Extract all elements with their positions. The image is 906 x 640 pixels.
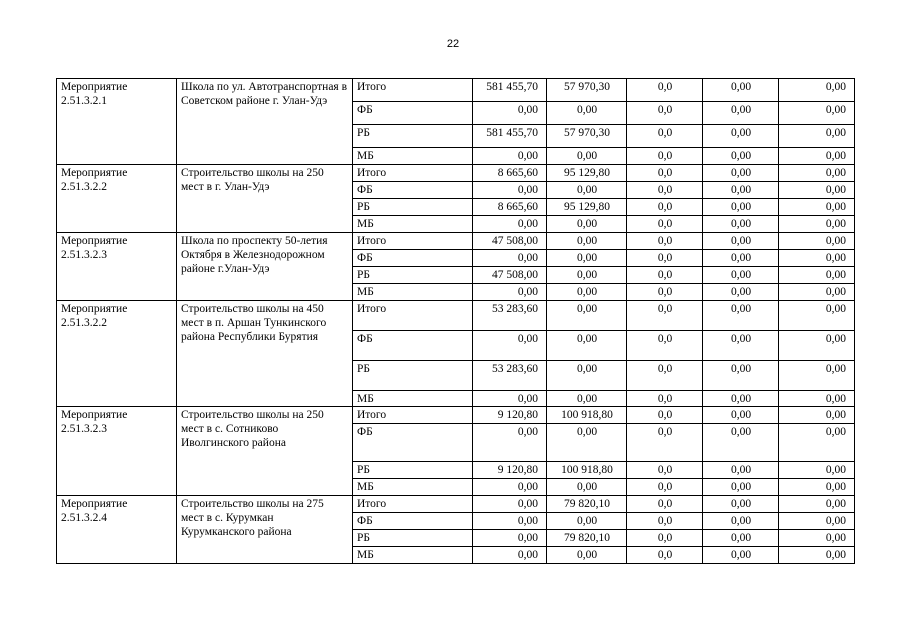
funding-source-label: РБ: [353, 530, 473, 547]
amount-cell: 0,0: [627, 424, 703, 462]
amount-cell: 0,00: [547, 547, 627, 564]
funding-source-label: МБ: [353, 216, 473, 233]
funding-source-label: ФБ: [353, 102, 473, 125]
amount-cell: 0,0: [627, 479, 703, 496]
amount-cell: 0,00: [779, 182, 855, 199]
amount-cell: 0,00: [779, 199, 855, 216]
funding-source-label: Итого: [353, 233, 473, 250]
amount-cell: 0,00: [703, 284, 779, 301]
amount-cell: 0,00: [703, 199, 779, 216]
activity-name: Строительство школы на 275 мест в с. Курумкан Курумканского района: [177, 496, 353, 564]
amount-cell: 0,0: [627, 407, 703, 424]
amount-cell: 0,0: [627, 182, 703, 199]
funding-source-label: Итого: [353, 79, 473, 102]
amount-cell: 0,0: [627, 199, 703, 216]
amount-cell: 8 665,60: [473, 165, 547, 182]
funding-source-label: Итого: [353, 407, 473, 424]
amount-cell: 0,00: [547, 284, 627, 301]
amount-cell: 0,0: [627, 331, 703, 361]
amount-cell: 0,0: [627, 233, 703, 250]
amount-cell: 0,00: [473, 424, 547, 462]
amount-cell: 0,00: [547, 216, 627, 233]
amount-cell: 8 665,60: [473, 199, 547, 216]
amount-cell: 0,0: [627, 284, 703, 301]
amount-cell: 0,0: [627, 391, 703, 407]
amount-cell: 0,0: [627, 165, 703, 182]
amount-cell: 0,00: [779, 331, 855, 361]
amount-cell: 0,00: [779, 547, 855, 564]
amount-cell: 0,00: [779, 424, 855, 462]
amount-cell: 0,0: [627, 513, 703, 530]
amount-cell: 0,0: [627, 462, 703, 479]
funding-source-label: РБ: [353, 462, 473, 479]
amount-cell: 0,0: [627, 79, 703, 102]
table-row: [57, 165, 855, 182]
amount-cell: 0,00: [779, 513, 855, 530]
amount-cell: 0,0: [627, 301, 703, 331]
amount-cell: 0,00: [703, 547, 779, 564]
amount-cell: 0,00: [703, 182, 779, 199]
amount-cell: 0,00: [473, 284, 547, 301]
amount-cell: 100 918,80: [547, 407, 627, 424]
amount-cell: 57 970,30: [547, 125, 627, 148]
funding-source-label: ФБ: [353, 424, 473, 462]
amount-cell: 0,00: [547, 182, 627, 199]
amount-cell: 0,00: [547, 301, 627, 331]
amount-cell: 53 283,60: [473, 361, 547, 391]
amount-cell: 95 129,80: [547, 165, 627, 182]
amount-cell: 0,00: [547, 513, 627, 530]
amount-cell: 47 508,00: [473, 267, 547, 284]
amount-cell: 95 129,80: [547, 199, 627, 216]
amount-cell: 0,00: [547, 361, 627, 391]
amount-cell: 0,00: [779, 165, 855, 182]
activity-name: Школа по ул. Автотранспортная в Советском районе г. Улан-Удэ: [177, 79, 353, 165]
amount-cell: 0,00: [547, 267, 627, 284]
funding-source-label: ФБ: [353, 250, 473, 267]
activity-name: Строительство школы на 250 мест в г. Улан-Удэ: [177, 165, 353, 233]
amount-cell: 581 455,70: [473, 125, 547, 148]
amount-cell: 0,00: [703, 102, 779, 125]
amount-cell: 0,00: [473, 102, 547, 125]
amount-cell: 0,00: [703, 125, 779, 148]
amount-cell: 79 820,10: [547, 496, 627, 513]
amount-cell: 0,00: [703, 407, 779, 424]
activity-name: Школа по проспекту 50-летия Октября в Железнодорожном районе г.Улан-Удэ: [177, 233, 353, 301]
amount-cell: 0,00: [547, 331, 627, 361]
funding-source-label: РБ: [353, 199, 473, 216]
funding-source-label: РБ: [353, 267, 473, 284]
amount-cell: 57 970,30: [547, 79, 627, 102]
amount-cell: 0,00: [779, 361, 855, 391]
amount-cell: 0,00: [779, 496, 855, 513]
amount-cell: 0,00: [703, 462, 779, 479]
funding-source-label: МБ: [353, 284, 473, 301]
amount-cell: 0,00: [779, 267, 855, 284]
amount-cell: 0,0: [627, 267, 703, 284]
amount-cell: 0,00: [473, 547, 547, 564]
table-row: [57, 233, 855, 250]
amount-cell: 9 120,80: [473, 462, 547, 479]
funding-source-label: МБ: [353, 547, 473, 564]
amount-cell: 0,00: [473, 391, 547, 407]
page-number: 22: [446, 38, 460, 50]
amount-cell: 0,00: [703, 331, 779, 361]
amount-cell: 100 918,80: [547, 462, 627, 479]
amount-cell: 0,00: [779, 530, 855, 547]
amount-cell: 0,0: [627, 148, 703, 165]
amount-cell: 0,00: [703, 424, 779, 462]
amount-cell: 0,00: [547, 391, 627, 407]
activity-code: Мероприятие 2.51.3.2.2: [57, 165, 177, 233]
amount-cell: 0,00: [473, 148, 547, 165]
amount-cell: 0,0: [627, 361, 703, 391]
amount-cell: 0,00: [779, 391, 855, 407]
amount-cell: 0,00: [779, 216, 855, 233]
amount-cell: 0,0: [627, 496, 703, 513]
amount-cell: 9 120,80: [473, 407, 547, 424]
table-row: [57, 301, 855, 331]
amount-cell: 581 455,70: [473, 79, 547, 102]
amount-cell: 79 820,10: [547, 530, 627, 547]
funding-source-label: ФБ: [353, 182, 473, 199]
amount-cell: 53 283,60: [473, 301, 547, 331]
amount-cell: 0,00: [779, 250, 855, 267]
amount-cell: 0,0: [627, 530, 703, 547]
table-body: [57, 79, 855, 564]
amount-cell: 0,00: [547, 250, 627, 267]
amount-cell: 0,00: [547, 479, 627, 496]
activity-code: Мероприятие 2.51.3.2.3: [57, 407, 177, 496]
amount-cell: 0,00: [779, 125, 855, 148]
activity-code: Мероприятие 2.51.3.2.2: [57, 301, 177, 407]
funding-source-label: МБ: [353, 391, 473, 407]
amount-cell: 0,0: [627, 102, 703, 125]
amount-cell: 0,0: [627, 125, 703, 148]
activity-code: Мероприятие 2.51.3.2.3: [57, 233, 177, 301]
amount-cell: 0,00: [473, 479, 547, 496]
amount-cell: 0,00: [473, 530, 547, 547]
amount-cell: 0,00: [547, 233, 627, 250]
amount-cell: 0,00: [703, 79, 779, 102]
amount-cell: 0,00: [547, 148, 627, 165]
amount-cell: 0,00: [547, 102, 627, 125]
budget-table: [56, 78, 855, 564]
amount-cell: 0,00: [779, 284, 855, 301]
funding-source-label: РБ: [353, 361, 473, 391]
funding-source-label: ФБ: [353, 513, 473, 530]
amount-cell: 0,00: [779, 479, 855, 496]
amount-cell: 0,00: [703, 216, 779, 233]
funding-source-label: МБ: [353, 148, 473, 165]
amount-cell: 47 508,00: [473, 233, 547, 250]
funding-source-label: МБ: [353, 479, 473, 496]
amount-cell: 0,00: [703, 233, 779, 250]
amount-cell: 0,00: [703, 513, 779, 530]
funding-source-label: Итого: [353, 301, 473, 331]
amount-cell: 0,00: [703, 496, 779, 513]
funding-source-label: Итого: [353, 496, 473, 513]
amount-cell: 0,00: [703, 301, 779, 331]
amount-cell: 0,00: [703, 148, 779, 165]
amount-cell: 0,00: [779, 79, 855, 102]
amount-cell: 0,00: [473, 216, 547, 233]
amount-cell: 0,00: [473, 250, 547, 267]
amount-cell: 0,00: [473, 513, 547, 530]
amount-cell: 0,00: [473, 182, 547, 199]
table-row: [57, 407, 855, 424]
activity-name: Строительство школы на 250 мест в с. Сотниково Иволгинского района: [177, 407, 353, 496]
amount-cell: 0,00: [473, 496, 547, 513]
amount-cell: 0,00: [779, 407, 855, 424]
amount-cell: 0,00: [547, 424, 627, 462]
activity-name: Строительство школы на 450 мест в п. Аршан Тункинского района Республики Бурятия: [177, 301, 353, 407]
table-row: [57, 496, 855, 513]
amount-cell: 0,00: [779, 233, 855, 250]
funding-source-label: ФБ: [353, 331, 473, 361]
amount-cell: 0,00: [703, 479, 779, 496]
funding-source-label: Итого: [353, 165, 473, 182]
amount-cell: 0,00: [779, 148, 855, 165]
amount-cell: 0,00: [779, 301, 855, 331]
amount-cell: 0,00: [473, 331, 547, 361]
amount-cell: 0,0: [627, 216, 703, 233]
amount-cell: 0,00: [703, 530, 779, 547]
amount-cell: 0,00: [779, 462, 855, 479]
amount-cell: 0,00: [703, 267, 779, 284]
amount-cell: 0,00: [703, 391, 779, 407]
amount-cell: 0,00: [703, 250, 779, 267]
amount-cell: 0,00: [703, 361, 779, 391]
amount-cell: 0,00: [703, 165, 779, 182]
amount-cell: 0,0: [627, 250, 703, 267]
amount-cell: 0,00: [779, 102, 855, 125]
table-row: [57, 79, 855, 102]
amount-cell: 0,0: [627, 547, 703, 564]
activity-code: Мероприятие 2.51.3.2.4: [57, 496, 177, 564]
funding-source-label: РБ: [353, 125, 473, 148]
activity-code: Мероприятие 2.51.3.2.1: [57, 79, 177, 165]
